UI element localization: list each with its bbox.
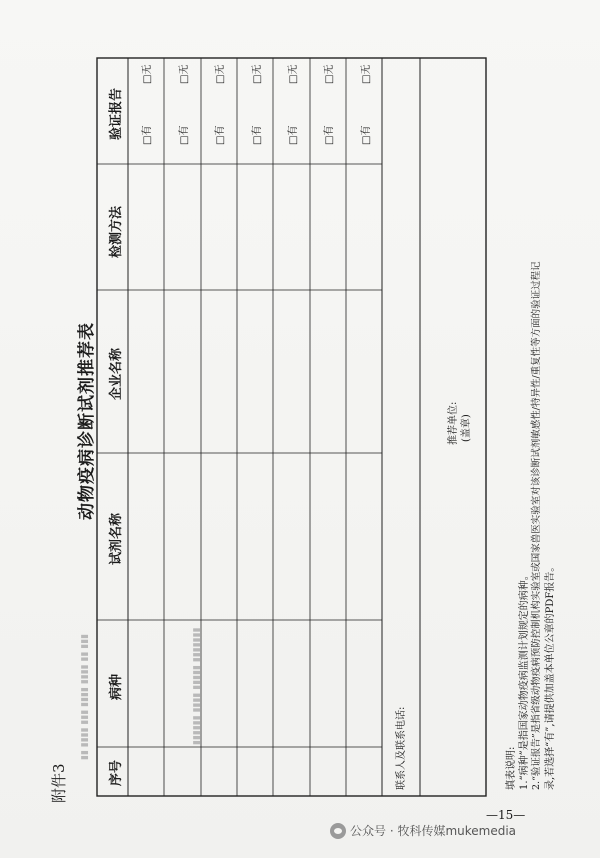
page-number: —15—	[486, 808, 526, 822]
report-option-no[interactable]: □无	[215, 64, 226, 84]
report-option-no[interactable]: □无	[142, 64, 153, 84]
header-seq: 序号	[109, 759, 124, 786]
note-item-1: 1.“病种”是指国家动物疫病监测计划规定的病种。	[519, 570, 530, 790]
header-company-name: 企业名称	[109, 347, 124, 400]
report-option-no[interactable]: □无	[288, 64, 299, 84]
report-option-no[interactable]: □无	[252, 64, 263, 84]
notes-heading: 填表说明:	[506, 746, 517, 790]
header-disease: 病种	[109, 673, 124, 700]
wechat-icon	[330, 823, 346, 839]
contact-label: 联系人及联系电话:	[396, 706, 407, 790]
seal-note: (盖章)	[461, 414, 472, 442]
header-reagent-name: 试剂名称	[109, 512, 124, 565]
bleed-through-text: ▮▮ ▮▮▮▮ ▮▮▮ ▮▮▮▮ ▮▮▮▮ ▮▮ ▮▮▮	[80, 633, 90, 760]
report-option-yes[interactable]: □有	[324, 125, 335, 145]
watermark	[330, 822, 516, 839]
report-option-no[interactable]: □无	[179, 64, 190, 84]
form-title: 动物疫病诊断试剂推荐表	[77, 322, 97, 520]
recommend-unit-label: 推荐单位:	[448, 401, 459, 445]
report-option-no[interactable]: □无	[361, 64, 372, 84]
attachment-label: 附件3	[50, 763, 68, 803]
report-option-no[interactable]: □无	[324, 64, 335, 84]
report-option-yes[interactable]: □有	[179, 125, 190, 145]
watermark-text: 公众号 · 牧科传媒mukemedia	[350, 824, 517, 838]
header-report: 验证报告	[109, 87, 124, 140]
bleed-through-text: ▮▮▮▮▮▮ ▮▮▮▮ ▮▮▮▮▮ ▮▮▮▮▮▮▮	[192, 627, 202, 745]
note-item-2: 2.“验证报告”是指省级动物疫病预防控制机构实验室或国家兽医实验室对该诊断试剂敏感性/特异性/重复性等方面的验证过程记	[531, 261, 542, 790]
report-option-yes[interactable]: □有	[142, 125, 153, 145]
report-option-yes[interactable]: □有	[361, 125, 372, 145]
note-item-2-continued: 录,若选择“有”,请提供加盖本单位公章的PDF报告。	[545, 561, 556, 790]
report-option-yes[interactable]: □有	[288, 125, 299, 145]
report-option-yes[interactable]: □有	[252, 125, 263, 145]
header-method: 检测方法	[109, 205, 124, 258]
report-option-yes[interactable]: □有	[215, 125, 226, 145]
